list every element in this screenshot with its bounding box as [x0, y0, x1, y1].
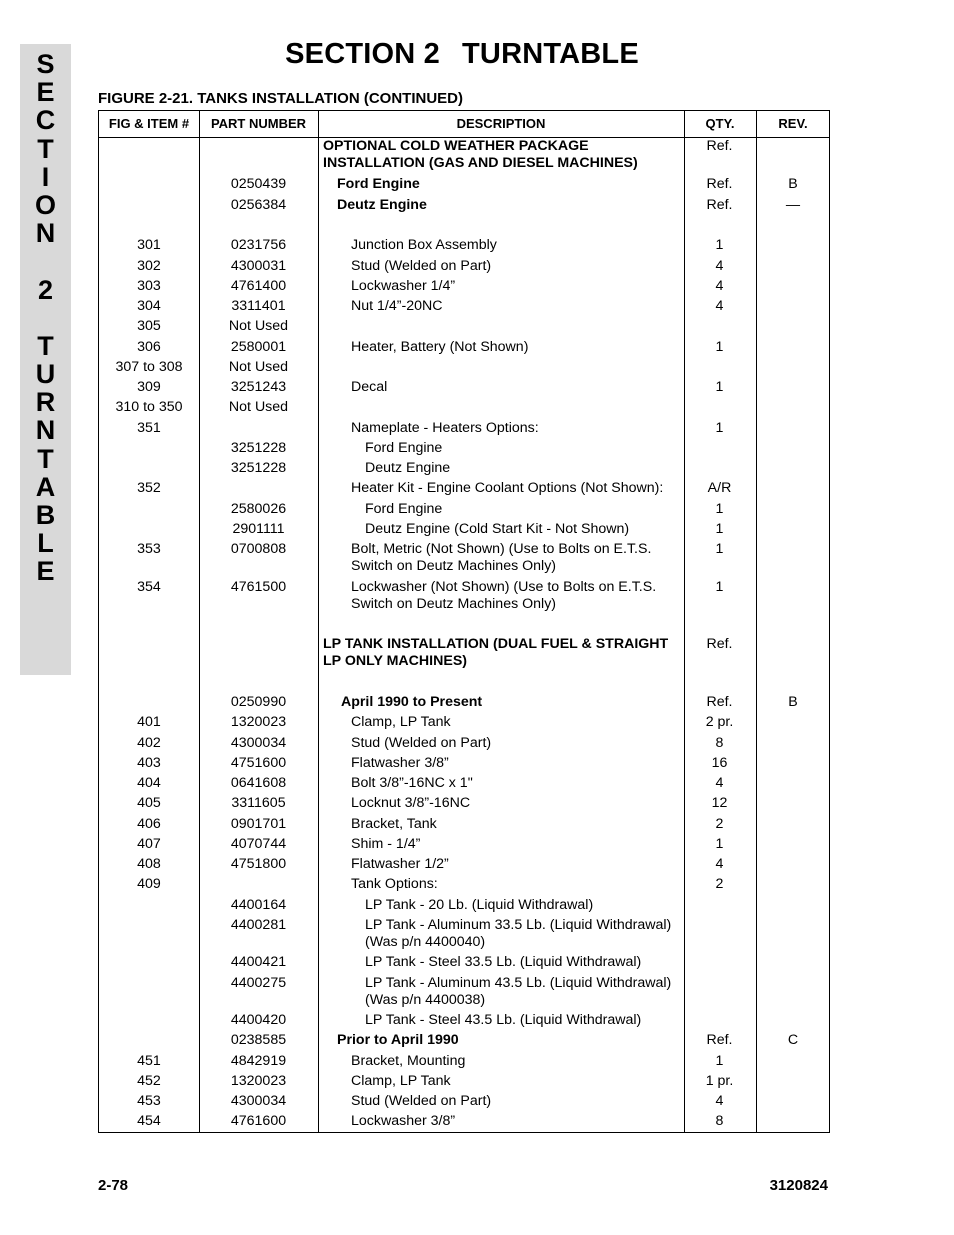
qty-cell: 8: [715, 735, 724, 751]
column-header-item: FIG & ITEM #: [108, 116, 190, 131]
qty-cell: 1: [715, 237, 724, 253]
side-tab-letter: E: [36, 556, 55, 587]
column-divider: [756, 111, 757, 1132]
side-tab-letter: S: [36, 49, 55, 79]
part-number-cell: 0700808: [230, 541, 287, 557]
part-number-cell: 0256384: [230, 197, 287, 213]
fig-item-cell: 305: [137, 318, 161, 334]
side-tab-letter: N: [35, 218, 56, 249]
side-tab-letter: B: [35, 500, 56, 530]
qty-cell: 1: [715, 420, 724, 436]
description-cell: Stud (Welded on Part): [351, 258, 492, 274]
part-number-cell: 1320023: [230, 1073, 287, 1089]
qty-cell: 4: [715, 258, 724, 274]
qty-cell: 2: [715, 876, 724, 892]
section-label: SECTION 2: [285, 38, 441, 70]
part-number-cell: Not Used: [228, 318, 289, 334]
qty-cell: Ref.: [706, 636, 733, 652]
description-cell: Lockwasher 3/8”: [351, 1113, 456, 1129]
fig-item-cell: 354: [137, 579, 161, 595]
part-number-cell: 4400281: [230, 917, 287, 933]
part-number-cell: 4400420: [230, 1012, 287, 1028]
part-number-cell: 3311605: [231, 795, 286, 811]
fig-item-cell: 408: [137, 856, 161, 872]
description-cell: Deutz Engine (Cold Start Kit - Not Shown): [365, 521, 630, 537]
description-cell: LP Tank - Steel 33.5 Lb. (Liquid Withdrawal): [365, 954, 642, 970]
qty-cell: 12: [711, 795, 728, 811]
side-tab-letter: E: [36, 77, 55, 108]
column-divider: [318, 111, 319, 1132]
side-tab-letter: R: [35, 387, 56, 418]
part-number-cell: 0238585: [230, 1032, 287, 1048]
description-cell: Shim - 1/4”: [351, 836, 421, 852]
part-number-cell: 4300034: [230, 1093, 287, 1109]
part-number-cell: 3311401: [231, 298, 286, 314]
description-cell: Bolt 3/8”-16NC x 1": [351, 775, 473, 791]
qty-cell: A/R: [707, 480, 732, 496]
fig-item-cell: 405: [137, 795, 161, 811]
description-cell: Ford Engine: [365, 440, 443, 456]
description-cell: Bolt, Metric (Not Shown) (Use to Bolts on E.T.S. Switch on Deutz Machines Only): [351, 541, 652, 574]
part-number-cell: 2901111: [232, 521, 285, 537]
side-tab-letter: A: [35, 471, 56, 502]
side-tab-letter: [20, 247, 71, 275]
fig-item-cell: 307 to 308: [115, 359, 183, 375]
description-cell: Decal: [351, 379, 388, 395]
side-tab-letters: [20, 50, 71, 586]
rev-cell: B: [788, 694, 798, 710]
description-cell: Nut 1/4”-20NC: [351, 298, 443, 314]
fig-item-cell: 409: [137, 876, 161, 892]
part-number-cell: 4300031: [230, 258, 287, 274]
description-cell: Flatwasher 3/8”: [351, 755, 449, 771]
qty-cell: 1: [715, 836, 724, 852]
qty-cell: 4: [715, 298, 724, 314]
description-cell: OPTIONAL COLD WEATHER PACKAGE INSTALLATION (GAS AND DIESEL MACHINES): [323, 138, 638, 171]
part-number-cell: 0250990: [230, 694, 287, 710]
part-number-cell: 4761400: [230, 278, 287, 294]
part-number-cell: 4751800: [230, 856, 287, 872]
fig-item-cell: 304: [137, 298, 161, 314]
qty-cell: 1: [715, 579, 724, 595]
part-number-cell: 4400421: [230, 954, 287, 970]
fig-item-cell: 454: [137, 1113, 161, 1129]
description-cell: Clamp, LP Tank: [351, 1073, 451, 1089]
part-number-cell: 4400275: [230, 975, 287, 991]
rev-cell: C: [787, 1032, 799, 1048]
description-cell: Clamp, LP Tank: [351, 714, 451, 730]
description-cell: Heater Kit - Engine Coolant Options (Not Shown):: [351, 480, 664, 496]
qty-cell: Ref.: [706, 197, 733, 213]
column-header-part: PART NUMBER: [210, 116, 307, 131]
part-number-cell: Not Used: [228, 399, 289, 415]
side-tab-letter: 2: [37, 274, 54, 305]
qty-cell: 1: [715, 1053, 724, 1069]
description-cell: Lockwasher 1/4”: [351, 278, 456, 294]
figure-caption: FIGURE 2-21. TANKS INSTALLATION (CONTINUED): [98, 90, 463, 107]
section-name: TURNTABLE: [462, 38, 639, 70]
side-tab-letter: O: [34, 189, 56, 220]
part-number-cell: 4842919: [230, 1053, 287, 1069]
qty-cell: 1: [715, 339, 724, 355]
fig-item-cell: 353: [137, 541, 161, 557]
part-number-cell: 4070744: [230, 836, 287, 852]
part-number-cell: 3251243: [230, 379, 287, 395]
description-cell: Lockwasher (Not Shown) (Use to Bolts on E.T.S. Switch on Deutz Machines Only): [351, 579, 657, 612]
part-number-cell: 2580001: [230, 339, 287, 355]
part-number-cell: 4400164: [230, 897, 287, 913]
qty-cell: 4: [715, 856, 724, 872]
column-header-rev: REV.: [778, 116, 808, 131]
description-cell: LP Tank - Steel 43.5 Lb. (Liquid Withdrawal): [365, 1012, 642, 1028]
qty-cell: 1 pr.: [705, 1073, 734, 1089]
side-tab-letter: L: [37, 528, 54, 559]
fig-item-cell: 309: [137, 379, 161, 395]
description-cell: Heater, Battery (Not Shown): [351, 339, 529, 355]
description-cell: LP TANK INSTALLATION (DUAL FUEL & STRAIGHT LP ONLY MACHINES): [323, 636, 669, 669]
fig-item-cell: 310 to 350: [115, 399, 183, 415]
qty-cell: Ref.: [706, 694, 733, 710]
fig-item-cell: 453: [137, 1093, 161, 1109]
fig-item-cell: 452: [137, 1073, 161, 1089]
rev-cell: —: [785, 197, 801, 213]
qty-cell: 16: [711, 755, 728, 771]
fig-item-cell: 407: [137, 836, 161, 852]
qty-cell: 8: [715, 1113, 724, 1129]
description-cell: Stud (Welded on Part): [351, 735, 492, 751]
part-number-cell: 0250439: [230, 176, 287, 192]
fig-item-cell: 303: [137, 278, 161, 294]
rev-cell: B: [788, 176, 798, 192]
description-cell: Stud (Welded on Part): [351, 1093, 492, 1109]
description-cell: Locknut 3/8”-16NC: [351, 795, 471, 811]
qty-cell: 1: [715, 541, 724, 557]
part-number-cell: 1320023: [230, 714, 287, 730]
description-cell: Flatwasher 1/2”: [351, 856, 449, 872]
part-number-cell: 2580026: [230, 501, 287, 517]
description-cell: LP Tank - Aluminum 43.5 Lb. (Liquid Withdrawal) (Was p/n 4400038): [365, 975, 672, 1008]
page-number: 2-78: [98, 1177, 129, 1194]
qty-cell: 4: [715, 278, 724, 294]
side-tab-letter: T: [37, 133, 54, 164]
description-cell: April 1990 to Present: [341, 694, 483, 710]
fig-item-cell: 301: [137, 237, 161, 253]
part-number-cell: 0231756: [230, 237, 287, 253]
column-header-qty: QTY.: [705, 116, 735, 131]
description-cell: Junction Box Assembly: [351, 237, 497, 253]
qty-cell: 2 pr.: [705, 714, 734, 730]
fig-item-cell: 302: [137, 258, 161, 274]
fig-item-cell: 352: [137, 480, 161, 496]
qty-cell: Ref.: [706, 1032, 733, 1048]
description-cell: Tank Options:: [351, 876, 438, 892]
description-cell: Bracket, Mounting: [351, 1053, 466, 1069]
fig-item-cell: 404: [137, 775, 161, 791]
part-number-cell: 4761500: [230, 579, 287, 595]
description-cell: Nameplate - Heaters Options:: [351, 420, 539, 436]
qty-cell: Ref.: [706, 176, 733, 192]
side-tab-letter: N: [35, 415, 56, 446]
part-number-cell: 4751600: [230, 755, 287, 771]
qty-cell: 4: [715, 775, 724, 791]
qty-cell: 1: [715, 379, 724, 395]
part-number-cell: 4761600: [230, 1113, 287, 1129]
qty-cell: Ref.: [706, 138, 733, 154]
part-number-cell: 3251228: [230, 440, 287, 456]
fig-item-cell: 306: [137, 339, 161, 355]
side-tab-letter: T: [37, 443, 54, 474]
fig-item-cell: 403: [137, 755, 161, 771]
part-number-cell: 0641608: [230, 775, 287, 791]
description-cell: Ford Engine: [337, 176, 420, 192]
document-number: 3120824: [769, 1177, 828, 1194]
qty-cell: 2: [715, 816, 724, 832]
side-tab-letter: C: [35, 105, 56, 136]
fig-item-cell: 451: [137, 1053, 161, 1069]
description-cell: Prior to April 1990: [337, 1032, 459, 1048]
side-tab-letter: I: [41, 161, 50, 192]
description-cell: LP Tank - Aluminum 33.5 Lb. (Liquid Withdrawal) (Was p/n 4400040): [365, 917, 672, 950]
qty-cell: 1: [715, 521, 724, 537]
side-tab-letter: [20, 304, 71, 332]
fig-item-cell: 351: [137, 420, 161, 436]
side-tab-letter: T: [37, 330, 54, 361]
part-number-cell: 3251228: [230, 460, 287, 476]
description-cell: LP Tank - 20 Lb. (Liquid Withdrawal): [365, 897, 594, 913]
column-header-description: DESCRIPTION: [456, 116, 546, 131]
side-tab-letter: U: [35, 359, 56, 390]
description-cell: Ford Engine: [365, 501, 443, 517]
fig-item-cell: 406: [137, 816, 161, 832]
qty-cell: 1: [715, 501, 724, 517]
part-number-cell: 4300034: [230, 735, 287, 751]
part-number-cell: Not Used: [228, 359, 289, 375]
description-cell: Bracket, Tank: [351, 816, 437, 832]
parts-table: [98, 110, 830, 1133]
part-number-cell: 0901701: [230, 816, 287, 832]
qty-cell: 4: [715, 1093, 724, 1109]
description-cell: Deutz Engine: [365, 460, 451, 476]
fig-item-cell: 402: [137, 735, 161, 751]
page-title: [0, 38, 924, 71]
fig-item-cell: 401: [137, 714, 161, 730]
description-cell: Deutz Engine: [337, 197, 427, 213]
